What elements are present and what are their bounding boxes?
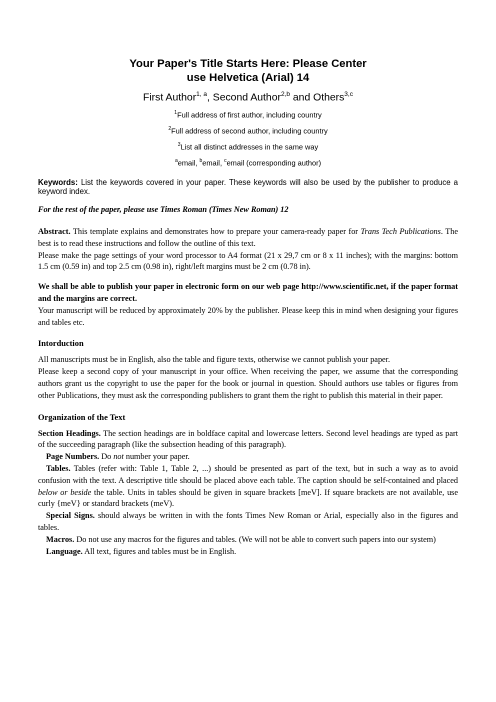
page-numbers-italic: not <box>113 452 124 462</box>
page-numbers-label: Page Numbers. <box>46 452 100 462</box>
affiliation-1-text: Full address of first author, including country <box>177 110 322 120</box>
affiliation-2-text: Full address of second author, including country <box>171 126 328 136</box>
email-line <box>38 157 458 167</box>
introduction-heading: Intorduction <box>38 339 84 349</box>
email-a-sup: a <box>174 158 178 165</box>
keywords-text: List the keywords covered in your paper. These keywords will also be used by the publisher to produce a keyword index. <box>38 177 458 197</box>
keywords-label: Keywords: <box>38 177 78 187</box>
special-signs-paragraph <box>38 510 458 534</box>
section-headings-paragraph <box>38 428 458 452</box>
title-line-1: Your Paper's Title Starts Here: Please Center <box>129 58 367 70</box>
language-label: Language. <box>46 546 83 556</box>
second-author: Second Author <box>212 92 281 104</box>
page-numbers-text-b: number your paper. <box>123 452 190 462</box>
macros-text: Do not use any macros for the figures and tables. (We will not be able to convert such papers into our system) <box>74 534 436 544</box>
author-line: First Author$^{1, a}$, Second Author$^{2,b}$ and Others$^{3,c}$ <box>143 91 353 104</box>
tables-text-b: the table. Units in tables should be given in square brackets [meV]. If square brackets are not available, use curly {meV} or standard brackets (meV). <box>38 487 458 509</box>
intro-paragraph-1: All manuscripts must be in English, also the table and figure texts, otherwise we cannot publish your paper. <box>38 355 390 365</box>
intro-paragraph-2: Please keep a second copy of your manuscript in your office. When receiving the paper, we assume that the corresponding authors grant us the copyright to use the paper for the book or journal in question. Should authors use tables or figures from other Publications, they must ask the corresponding publishers to grant them the right to publish this material in their paper. <box>38 367 458 400</box>
language-paragraph <box>38 546 458 558</box>
affiliation-1-sup: 1 <box>174 110 178 117</box>
tables-italic: below or beside <box>38 487 92 497</box>
other-authors: and Others <box>290 92 345 104</box>
tables-label: Tables. <box>46 463 71 473</box>
page-numbers-text-a: Do <box>99 452 114 462</box>
email-b-sup: b <box>199 158 203 165</box>
title-line-2: use Helvetica (Arial) 14 <box>186 71 310 84</box>
section-headings-text: The section headings are in boldface capital and lowercase letters. Second level headings are typed as part of the succeeding paragraph (like the subsection heading of this paragraph). <box>38 428 458 450</box>
email-a: email, <box>177 158 200 168</box>
special-signs-text: should always be written in with the fonts Times New Roman or Arial, especially also in the figures and tables. <box>38 511 458 532</box>
affiliation-3-sup: 3 <box>177 142 181 149</box>
second-author-sup: 2,b <box>280 91 290 98</box>
publish-paragraph: Your manuscript will be reduced by approximately 20% by the publisher. Please keep this in mind when designing your figures and tables etc. <box>38 305 458 327</box>
organization-heading: Organization of the Text <box>38 412 126 422</box>
abstract-publisher: Trans Tech Publications <box>360 227 441 237</box>
macros-paragraph <box>38 534 458 546</box>
abstract-text-a: This template explains and demonstrates how to prepare your camera-ready paper for <box>70 227 361 237</box>
affiliation-3 <box>38 141 458 151</box>
email-c-sup: c <box>224 158 227 165</box>
tables-text-a: Tables (refer with: Table 1, Table 2, ...) should be presented as part of the text, but in such a way as to avoid confusion with the text. A descriptive title should be placed above each table. The caption should be self-contained and placed <box>38 463 458 485</box>
special-signs-label: Special Signs. <box>46 511 95 521</box>
publish-paragraph-bold <box>38 281 458 305</box>
affiliation-1 <box>38 109 458 119</box>
affiliation-2 <box>38 125 458 135</box>
page-numbers-paragraph <box>38 451 458 463</box>
abstract-text-b: . The best is to read these instructions and follow the outline of this text. <box>38 227 458 248</box>
first-author-sup: 1, a <box>196 91 207 98</box>
others-sup: 3,c <box>344 91 353 98</box>
font-instruction: For the rest of the paper, please use Times Roman (Times New Roman) 12 <box>38 205 289 215</box>
publish-bold-text: We shall be able to publish your paper in electronic form on our web page http://www.scientific.net, if the paper format and the margins are correct. <box>38 282 458 304</box>
affiliation-3-text: List all distinct addresses in the same way <box>180 142 319 152</box>
first-author: First Author <box>143 92 197 104</box>
page-settings-paragraph: Please make the page settings of your word processor to A4 format (21 x 29,7 cm or 8 x 11 inches); with the margins: bottom 1.5 cm (0.59 in) and top 2.5 cm (0.98 in), right/left margins must be 2 cm (0.78 in). <box>38 250 458 272</box>
abstract-paragraph <box>38 226 458 250</box>
abstract-label: Abstract. <box>38 227 71 237</box>
section-headings-label: Section Headings. <box>38 428 101 438</box>
language-text: All text, figures and tables must be in English. <box>82 546 237 556</box>
keywords-paragraph <box>38 178 458 197</box>
email-c: email (corresponding author) <box>226 158 322 168</box>
email-b: email, <box>202 158 225 168</box>
affiliation-2-sup: 2 <box>168 126 172 133</box>
paper-title <box>38 58 458 85</box>
macros-label: Macros. <box>46 534 75 544</box>
tables-paragraph <box>38 463 458 510</box>
